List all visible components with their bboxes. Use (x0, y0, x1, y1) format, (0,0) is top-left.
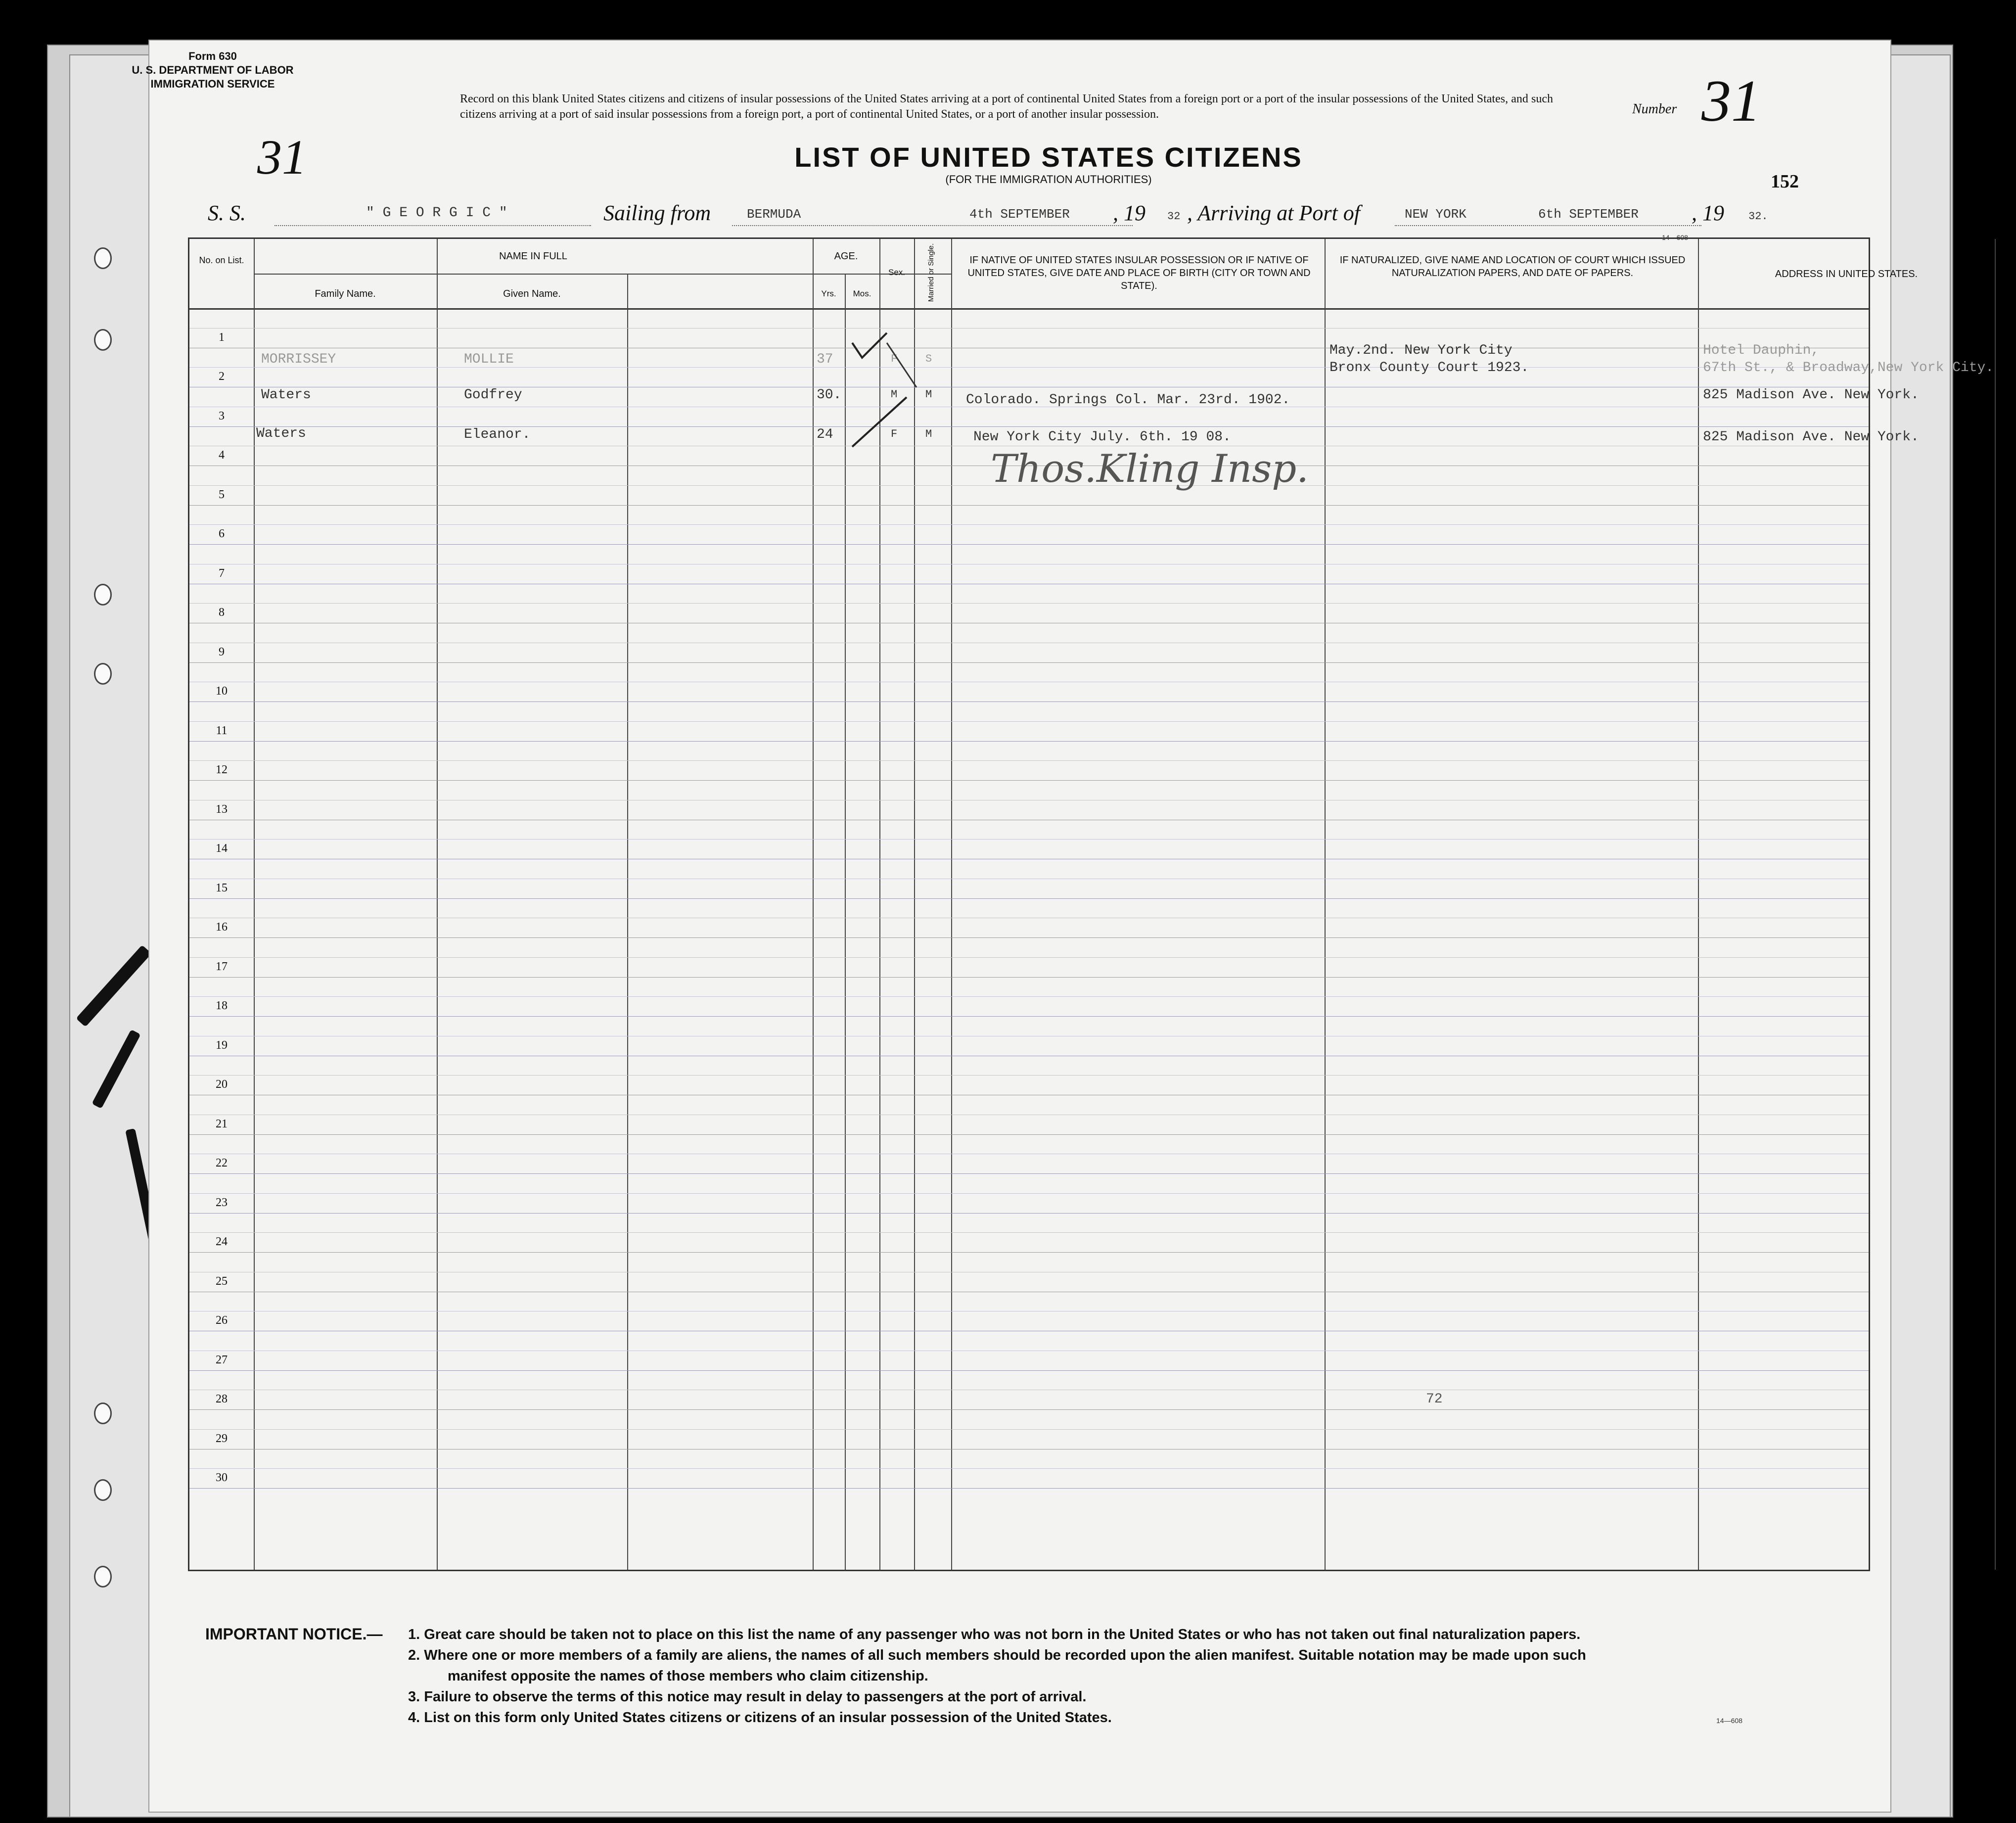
row2-given-name: Godfrey (464, 387, 522, 403)
sailing-date: 4th SEPTEMBER (969, 207, 1070, 222)
row-rule (189, 937, 1869, 938)
header-name-in-full: NAME IN FULL (499, 251, 567, 262)
arriving-port: NEW YORK (1405, 207, 1466, 222)
row-rule (189, 701, 1869, 702)
row-number: 20 (216, 1078, 228, 1091)
row-number: 12 (216, 763, 228, 776)
col-divider (627, 274, 628, 1570)
row-number: 18 (216, 999, 228, 1012)
row-subrule (189, 1468, 1869, 1469)
sailing-underline (732, 225, 1133, 226)
row-rule (189, 1134, 1869, 1135)
notice-item-3: 3. Failure to observe the terms of this notice may result in delay to passengers at the port of arrival. (408, 1689, 1087, 1705)
row3-family-name: Waters (256, 426, 306, 441)
row-number: 30 (216, 1471, 228, 1484)
margin-note: 72 (1426, 1392, 1443, 1407)
row-rule (189, 898, 1869, 899)
row-number: 2 (219, 370, 225, 383)
row-number: 1 (219, 330, 225, 344)
row-subrule (189, 760, 1869, 761)
row2-sex: M (891, 388, 898, 401)
row-number: 4 (219, 449, 225, 462)
row1-family-name: MORRISSEY (261, 352, 336, 367)
row-number: 28 (216, 1393, 228, 1405)
row-number: 14 (216, 842, 228, 855)
citizen-list-table (188, 237, 1994, 1571)
arriving-date: 6th SEPTEMBER (1538, 207, 1639, 222)
row-number: 15 (216, 881, 228, 894)
row-rule (189, 741, 1869, 742)
row-rule (189, 426, 1869, 427)
form-instructions: Record on this blank United States citizens and citizens of insular possessions of the United States arriving at a port of continental United States from a foreign port or a port of the insular possessions of the United States, and such citizens arriving at a port of said insular possessions from a foreign port, a port of continental United States, or a port of another insular possession. (460, 93, 1553, 121)
row-subrule (189, 367, 1869, 368)
row3-sex: F (891, 428, 898, 440)
arriving-year-prefix: , 19 (1692, 201, 1724, 225)
row-rule (189, 1252, 1869, 1253)
header-bottom-rule (189, 308, 1869, 310)
header-birth: IF NATIVE OF UNITED STATES INSULAR POSSESSION OR IF NATIVE OF UNITED STATES, GIVE DATE AND PLACE OF BIRTH (CITY OR TOWN AND STATE). (967, 255, 1311, 291)
row-rule (189, 662, 1869, 663)
row-subrule (189, 603, 1869, 604)
row-rule (189, 1213, 1869, 1214)
punch-hole (94, 663, 112, 685)
row2-age-yrs: 30. (817, 387, 842, 403)
row-number: 11 (216, 724, 228, 737)
row1-given-name: MOLLIE (464, 352, 514, 367)
arriving-label: , Arriving at Port of (1187, 201, 1360, 225)
inspector-signature: Thos.Kling Insp. (991, 447, 1309, 491)
row-number: 17 (216, 960, 228, 973)
sailing-from: BERMUDA (747, 207, 801, 222)
row-number: 16 (216, 921, 228, 934)
row1-sex: F (891, 353, 898, 365)
header-given-name: Given Name. (503, 288, 561, 299)
ship-underline (275, 225, 591, 226)
punch-hole (94, 247, 112, 269)
page-title: LIST OF UNITED STATES CITIZENS (794, 141, 1303, 173)
number-value: 31 (1701, 68, 1761, 134)
row-number: 22 (216, 1157, 228, 1169)
printer-mark: 14—608 (1662, 234, 1688, 241)
form-number: Form 630 (188, 50, 237, 62)
department-name: U. S. DEPARTMENT OF LABOR (132, 64, 294, 76)
row-rule (189, 1173, 1869, 1174)
row-number: 21 (216, 1117, 228, 1130)
sailing-label: Sailing from (603, 201, 711, 225)
row-subrule (189, 721, 1869, 722)
row1-naturalization-line2: Bronx County Court 1923. (1329, 360, 1529, 375)
sheet-number: 152 (1771, 171, 1799, 192)
ship-name: " G E O R G I C " (366, 205, 507, 221)
row-subrule (189, 996, 1869, 997)
sailing-year: 32 (1167, 210, 1181, 223)
punch-hole (94, 584, 112, 606)
row2-address: 825 Madison Ave. New York. (1703, 387, 1919, 403)
service-name: IMMIGRATION SERVICE (150, 78, 275, 90)
row-subrule (189, 524, 1869, 525)
punch-hole (94, 1479, 112, 1501)
row3-marital: M (925, 428, 932, 440)
col-divider (1995, 239, 1996, 1570)
row1-marital: S (925, 353, 932, 365)
row-rule (189, 505, 1869, 506)
header-yrs: Yrs. (821, 289, 836, 298)
header-mos: Mos. (853, 289, 871, 298)
row-number: 9 (219, 645, 225, 658)
handwritten-list-number: 31 (257, 130, 307, 185)
row2-marital: M (925, 388, 932, 401)
row-rule (189, 977, 1869, 978)
row-number: 6 (219, 527, 225, 540)
header-mid-rule (254, 274, 951, 275)
row-number: 8 (219, 606, 225, 619)
row3-age-yrs: 24 (817, 427, 833, 442)
notice-item-1: 1. Great care should be taken not to place on this list the name of any passenger who was not born in the United States or who has not taken out final naturalization papers. (408, 1627, 1581, 1642)
arriving-year: 32. (1748, 210, 1768, 223)
row1-age-yrs: 37 (817, 352, 833, 367)
row-rule (189, 1409, 1869, 1410)
header-address: ADDRESS IN UNITED STATES. (1775, 269, 1918, 280)
row1-address-line1: Hotel Dauphin, (1703, 343, 1820, 358)
page-subtitle: (FOR THE IMMIGRATION AUTHORITIES) (945, 173, 1152, 186)
row-number: 19 (216, 1038, 228, 1052)
row-number: 25 (216, 1274, 228, 1288)
header-age: AGE. (834, 251, 858, 262)
row-number: 13 (216, 802, 228, 816)
punch-hole (94, 1566, 112, 1588)
row-number: 24 (216, 1235, 228, 1248)
header-married-single: Married or Single. (927, 243, 935, 302)
row-subrule (189, 1232, 1869, 1233)
sailing-year-prefix: , 19 (1113, 201, 1145, 225)
row-subrule (189, 839, 1869, 840)
row3-address: 825 Madison Ave. New York. (1703, 429, 1919, 445)
ss-label: S. S. (208, 201, 246, 225)
check-stroke (887, 343, 916, 387)
punch-hole (94, 329, 112, 351)
check-stroke (852, 397, 907, 447)
row-number: 7 (219, 566, 225, 580)
row-rule (189, 780, 1869, 781)
header-family-name: Family Name. (315, 288, 376, 299)
row1-naturalization-line1: May.2nd. New York City (1329, 343, 1512, 358)
row-number: 27 (216, 1353, 228, 1366)
checkmark-strokes (832, 323, 921, 452)
notice-item-4: 4. List on this form only United States citizens or citizens of an insular possession of the United States. (408, 1710, 1112, 1726)
row-number: 29 (216, 1432, 228, 1445)
row3-given-name: Eleanor. (464, 427, 531, 442)
header-no: No. on List. (199, 255, 244, 265)
notice-item-2: 2. Where one or more members of a family are aliens, the names of all such members should be recorded upon the alien manifest. Suitable notation may be made upon such (408, 1647, 1586, 1663)
notice-printer-mark: 14—608 (1716, 1717, 1742, 1725)
row-number: 26 (216, 1314, 228, 1327)
header-sex: Sex. (888, 268, 906, 277)
row2-family-name: Waters (261, 387, 311, 403)
number-label: Number (1632, 101, 1677, 117)
row-subrule (189, 1429, 1869, 1430)
notice-heading: IMPORTANT NOTICE.— (205, 1625, 383, 1643)
row-number: 5 (219, 488, 225, 501)
row-rule (189, 1370, 1869, 1371)
notice-item-2-cont: manifest opposite the names of those members who claim citizenship. (448, 1668, 928, 1684)
arriving-underline (1395, 225, 1701, 226)
row-subrule (189, 957, 1869, 958)
row-number: 10 (216, 685, 228, 698)
row3-birth: New York City July. 6th. 19 08. (973, 429, 1231, 445)
check-mark (852, 333, 887, 358)
row-rule (189, 544, 1869, 545)
row-subrule (189, 1193, 1869, 1194)
row2-birth: Colorado. Springs Col. Mar. 23rd. 1902. (966, 392, 1290, 408)
row1-address-line2: 67th St., & Broadway,New York City. (1703, 360, 1994, 375)
punch-hole (94, 1402, 112, 1424)
row-number: 23 (216, 1196, 228, 1209)
col-divider (845, 274, 846, 1570)
row-rule (189, 1488, 1869, 1489)
header-naturalized: IF NATURALIZED, GIVE NAME AND LOCATION OF COURT WHICH ISSUED NATURALIZATION PAPERS, AND DATE OF PAPERS. (1339, 255, 1686, 279)
form-identification (101, 49, 324, 91)
row-rule (189, 1016, 1869, 1017)
row-number: 3 (219, 409, 225, 422)
